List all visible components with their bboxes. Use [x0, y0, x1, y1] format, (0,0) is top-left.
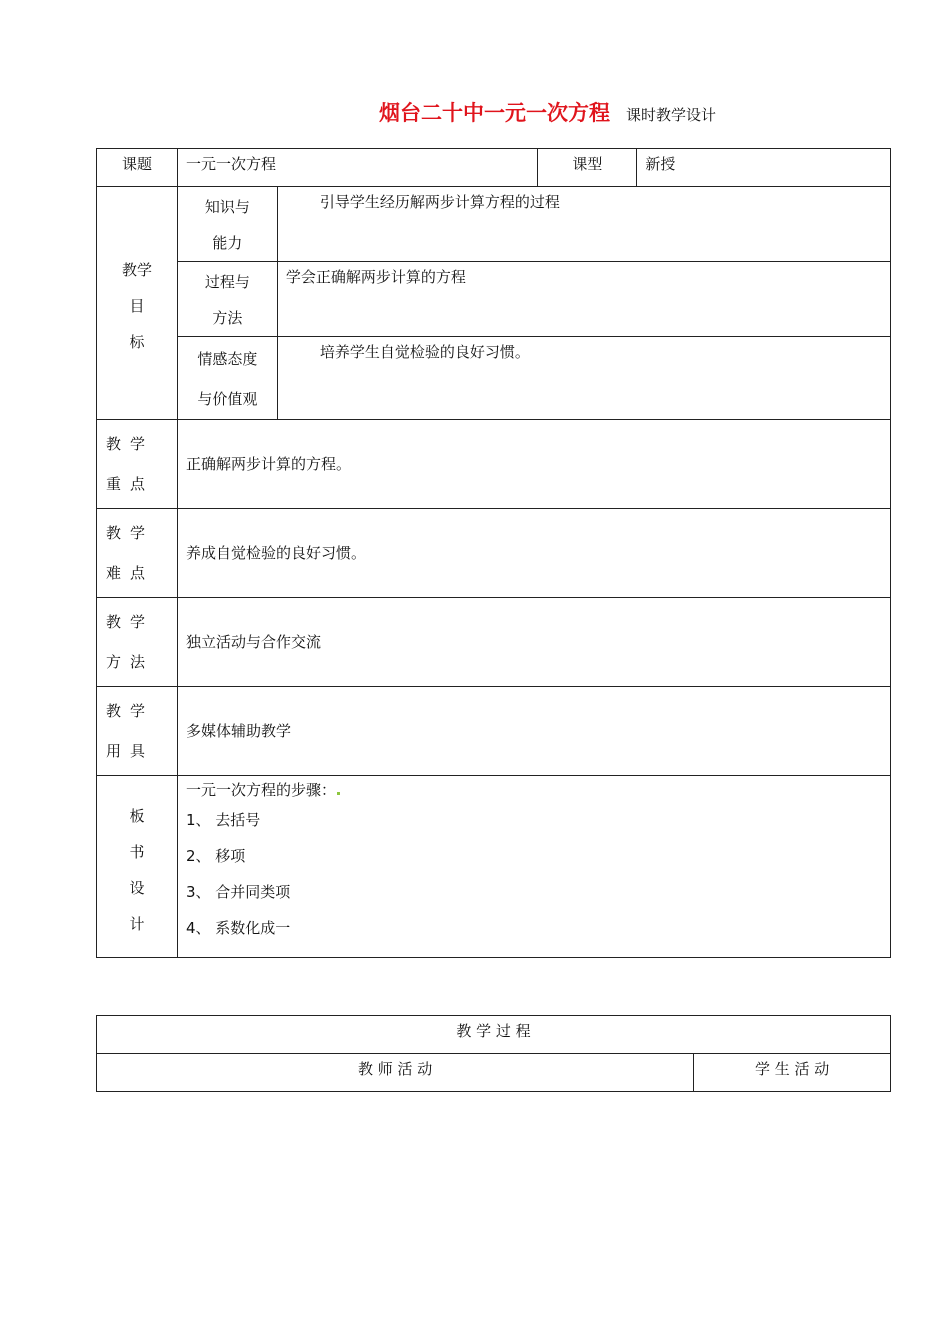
- board-label-line: 板: [129, 806, 145, 825]
- objective-sub-label-line: 与价值观: [197, 390, 258, 408]
- green-mark-icon: [337, 792, 340, 795]
- topic-label: 课题: [97, 149, 178, 187]
- title-main: 烟台二十中一元一次方程: [379, 101, 610, 125]
- objective-sub-label: [177, 262, 277, 337]
- key-point-row: [97, 420, 891, 509]
- board-step: 1、 去括号: [185, 811, 261, 829]
- method-content: 独立活动与合作交流: [177, 598, 890, 687]
- objective-row-process: [97, 262, 891, 337]
- objective-content: 学会正确解两步计算的方程: [277, 262, 890, 337]
- objective-sub-label-line: 方法: [212, 309, 243, 327]
- objective-sub-label-line: 能力: [212, 234, 243, 252]
- topic-value: 一元一次方程: [177, 149, 537, 187]
- process-header-row: [97, 1054, 891, 1092]
- objective-sub-label: [177, 337, 277, 420]
- teaching-process-table: [96, 1015, 891, 1092]
- objectives-label-line: 教学: [121, 261, 152, 279]
- board-content: [177, 776, 890, 958]
- objective-content: 培养学生自觉检验的良好习惯。: [277, 337, 890, 420]
- board-heading: 一元一次方程的步骤：: [185, 781, 336, 799]
- key-point-label: 教学重点: [97, 420, 178, 509]
- topic-row: [97, 149, 891, 187]
- process-title: 教 学 过 程: [97, 1016, 891, 1054]
- objectives-label-line: 目: [129, 297, 145, 315]
- objective-sub-label-line: 知识与: [204, 198, 250, 216]
- board-label-line: 书: [129, 842, 145, 861]
- difficulty-content: 养成自觉检验的良好习惯。: [177, 509, 890, 598]
- difficulty-label: 教学难点: [97, 509, 178, 598]
- board-row: [97, 776, 891, 958]
- title-sub: 课时教学设计: [626, 106, 717, 124]
- tools-label: 教学用具: [97, 687, 178, 776]
- difficulty-row: [97, 509, 891, 598]
- tools-content: 多媒体辅助教学: [177, 687, 890, 776]
- board-step: 2、 移项: [185, 847, 246, 865]
- board-label-line: 计: [129, 914, 145, 933]
- objective-row-knowledge: [97, 187, 891, 262]
- teacher-activity-header: 教 师 活 动: [97, 1054, 694, 1092]
- lesson-plan-table: [96, 148, 891, 958]
- board-step: 4、 系数化成一: [185, 919, 291, 937]
- key-point-content: 正确解两步计算的方程。: [177, 420, 890, 509]
- tools-row: [97, 687, 891, 776]
- board-heading-line: [186, 778, 882, 802]
- objective-row-attitude: [97, 337, 891, 420]
- objectives-label: [97, 187, 178, 420]
- type-value: 新授: [637, 149, 891, 187]
- board-step: 3、 合并同类项: [185, 883, 291, 901]
- process-title-row: [97, 1016, 891, 1054]
- method-row: [97, 598, 891, 687]
- objective-sub-label: [177, 187, 277, 262]
- type-label: 课型: [538, 149, 637, 187]
- objectives-label-line: 标: [129, 333, 145, 351]
- student-activity-header: 学 生 活 动: [694, 1054, 891, 1092]
- objective-sub-label-line: 过程与: [204, 273, 250, 291]
- objective-sub-label-line: 情感态度: [197, 350, 258, 368]
- method-label: 教学方法: [97, 598, 178, 687]
- objective-content: 引导学生经历解两步计算方程的过程: [277, 187, 890, 262]
- board-label-line: 设: [129, 878, 145, 897]
- board-label: [97, 776, 178, 958]
